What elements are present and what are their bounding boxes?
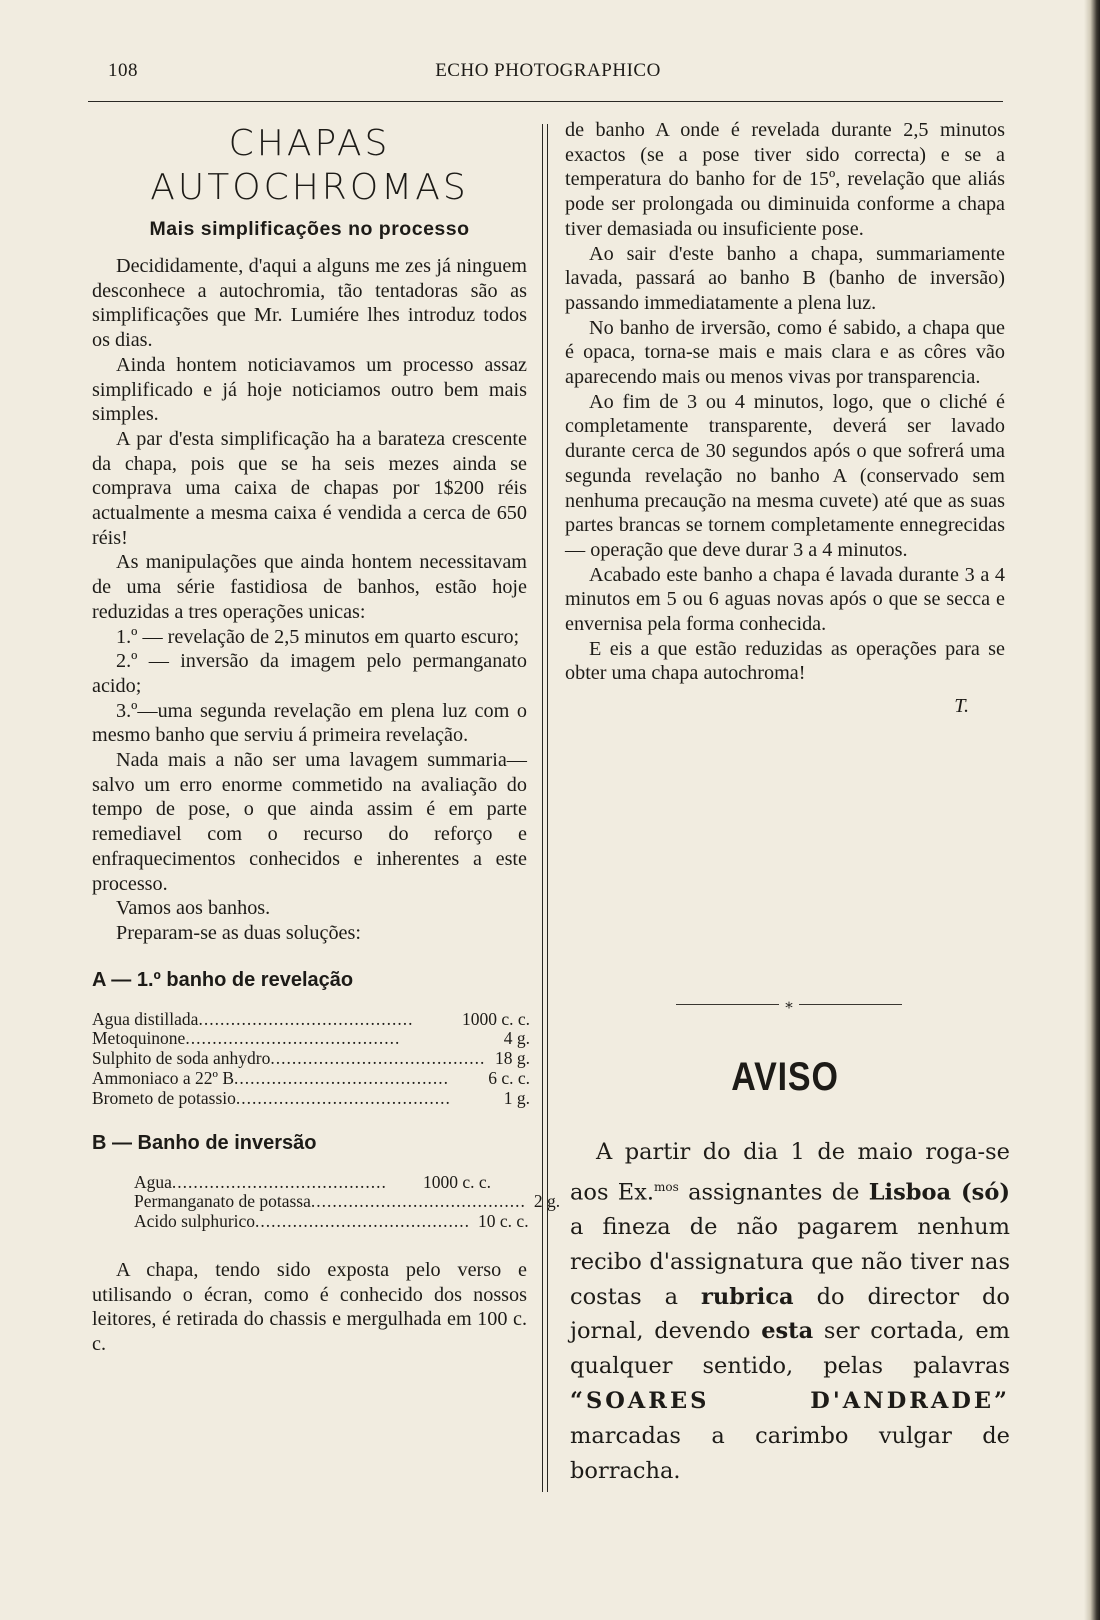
- list-item: 3.º—uma segunda revelação em plena luz com o mesmo banho que serviu á primeira revelação.: [92, 699, 527, 747]
- left-column: [92, 118, 561, 1357]
- ingredient-qty: 2 g.: [533, 1191, 561, 1212]
- recipe-row: Agua distillada ........................................ 1000 c. c.: [92, 1008, 530, 1029]
- running-header: [92, 60, 1004, 84]
- recipe-a-table: [92, 1010, 530, 1109]
- notice-title: AVISO: [731, 1055, 839, 1099]
- ingredient-qty: 4 g.: [503, 1028, 530, 1049]
- section-a-heading: A — 1.º banho de revelação: [92, 968, 354, 991]
- header-rule: [88, 101, 1003, 102]
- ingredient-qty: 18 g.: [495, 1048, 530, 1069]
- column-divider: [542, 124, 548, 1492]
- list-item: 2.º — inversão da imagem pelo permanganato acido;: [92, 650, 527, 697]
- ingredient-name: Metoquinone: [92, 1028, 186, 1049]
- paragraph: Decididamente, d'aqui a alguns me zes já ninguem desconhece a autochromia, tão tentadoras são as simplificações que Mr. Lumiére lhes introduz todos os dias.: [92, 255, 527, 352]
- recipe-row: Acido sulphurico ........................................ 10 c. c.: [134, 1211, 529, 1232]
- ingredient-qty: 1000 c. c.: [422, 1171, 491, 1192]
- ingredient-name: Agua distillada: [92, 1008, 199, 1029]
- paragraph: No banho de irversão, como é sabido, a chapa que é opaca, torna-se mais e mais clara e as côres vão aparecendo mais ou menos vivas por transparencia.: [565, 316, 1005, 389]
- paragraph: Ao sair d'este banho a chapa, summariamente lavada, passará ao banho B (banho de inversão) passando immediatamente a plena luz.: [565, 242, 1005, 314]
- asterism-icon: ⁎: [785, 996, 793, 1012]
- ingredient-name: Sulphito de soda anhydro: [92, 1048, 271, 1069]
- recipe-b-table: [134, 1171, 561, 1232]
- paragraph: Preparam-se as duas soluções:: [116, 921, 361, 944]
- right-column: [565, 118, 1005, 719]
- recipe-row: Ammoniaco a 22º B ........................................ 6 c. c.: [92, 1068, 530, 1089]
- page-binding-edge: [1084, 0, 1100, 1620]
- paragraph: de banho A onde é revelada durante 2,5 minutos exactos (se a pose tiver sido correcta) e se a temperatura do banho for de 15º, revelação que aliás pode ser prolongada ou diminuida conforme a chapa tiver demasiada ou insuficiente pose.: [565, 119, 1005, 240]
- ingredient-name: Ammoniaco a 22º B: [92, 1068, 234, 1089]
- paragraph: A par d'esta simplificação ha a barateza crescente da chapa, pois que se ha seis mezes ainda se comprava uma caixa de chapas por 1$200 réis actualmente a mesma caixa é vendida a cerca de 650 réis!: [92, 427, 527, 549]
- list-item: 1.º — revelação de 2,5 minutos em quarto escuro;: [116, 625, 520, 648]
- recipe-row: Brometo de potassio ........................................ 1 g.: [92, 1087, 530, 1108]
- recipe-row: Permanganato de potassa ........................................ 2 g.: [134, 1191, 561, 1212]
- paragraph: Ao fim de 3 ou 4 minutos, logo, que o cliché é completamente transparente, deverá ser lavado durante cerca de 30 segundos após o que sofrerá uma segunda revelação no banho A (conservado sem nenhuma precaução na mesma cuvete) até que as suas partes brancas se tornem completamente ennegrecidas — operação que deve durar 3 a 4 minutos.: [565, 390, 1005, 561]
- paragraph: Ainda hontem noticiavamos um processo assaz simplificado e já hoje noticiamos outro bem mais simples.: [92, 353, 527, 426]
- ingredient-qty: 10 c. c.: [478, 1211, 529, 1232]
- notice-body: [570, 1135, 1010, 1488]
- recipe-row: Agua ........................................ 1000 c. c.: [134, 1171, 491, 1192]
- ingredient-name: Permanganato de potassa: [134, 1191, 311, 1212]
- notice-emphasis: Lisboa (só): [868, 1179, 1010, 1206]
- section-b-heading: B — Banho de inversão: [92, 1131, 317, 1154]
- journal-title: ECHO PHOTOGRAPHICO: [435, 60, 661, 81]
- ingredient-qty: 1000 c. c.: [461, 1008, 530, 1029]
- paragraph: Acabado este banho a chapa é lavada durante 3 a 4 minutos em 5 ou 6 aguas novas após o que se secca e envernisa pela forma conhecida.: [565, 563, 1005, 636]
- notice-paragraph: A partir do dia 1 de maio roga-se aos Ex.$^{mos}$ assignantes de Lisboa (só) a fineza de não pagarem nenhum recibo d'assignatura que não tiver nas costas a rubrica do director do jornal, devendo esta ser cortada, em qualquer sentido, pelas palavras “SOARES D'ANDRADE” marcadas a carimbo vulgar de borracha.: [570, 1139, 1010, 1484]
- paragraph: Nada mais a não ser uma lavagem summaria—salvo um erro enorme commetido na avaliação do tempo de pose, o que ainda assim é em parte remediavel com o recurso do reforço e enfraquecimentos conhecidos e inherentes a este processo.: [92, 749, 527, 895]
- paragraph: As manipulações que ainda hontem necessitavam de uma série fastidiosa de banhos, estão hoje reduzidas a tres operações unicas:: [92, 551, 527, 623]
- paragraph: Vamos aos banhos.: [116, 897, 271, 920]
- section-ornament: [676, 994, 902, 1014]
- page-number: 108: [108, 60, 138, 81]
- ingredient-qty: 1 g.: [503, 1087, 530, 1108]
- paragraph: E eis a que estão reduzidas as operações para se obter uma chapa autochroma!: [565, 637, 1005, 685]
- notice-emphasis: esta: [761, 1318, 814, 1345]
- article-subtitle: Mais simplificações no processo: [149, 218, 470, 240]
- notice-emphasis: rubrica: [701, 1283, 794, 1310]
- ingredient-name: Brometo de potassio: [92, 1087, 236, 1108]
- stamp-words: “SOARES D'ANDRADE”: [570, 1388, 1010, 1415]
- author-signature: T.: [954, 695, 969, 718]
- recipe-row: Sulphito de soda anhydro ........................................ 18 g.: [92, 1048, 530, 1069]
- ingredient-name: Acido sulphurico: [134, 1211, 256, 1232]
- recipe-row: Metoquinone ........................................ 4 g.: [92, 1028, 530, 1049]
- ingredient-qty: 6 c. c.: [488, 1068, 530, 1089]
- ingredient-name: Agua: [134, 1171, 172, 1192]
- paragraph: A chapa, tendo sido exposta pelo verso e utilisando o écran, como é conhecido dos nossos leitores, é retirada do chassis e mergulhada em 100 c. c.: [92, 1259, 527, 1356]
- article-title: CHAPAS AUTOCHROMAS: [150, 123, 469, 208]
